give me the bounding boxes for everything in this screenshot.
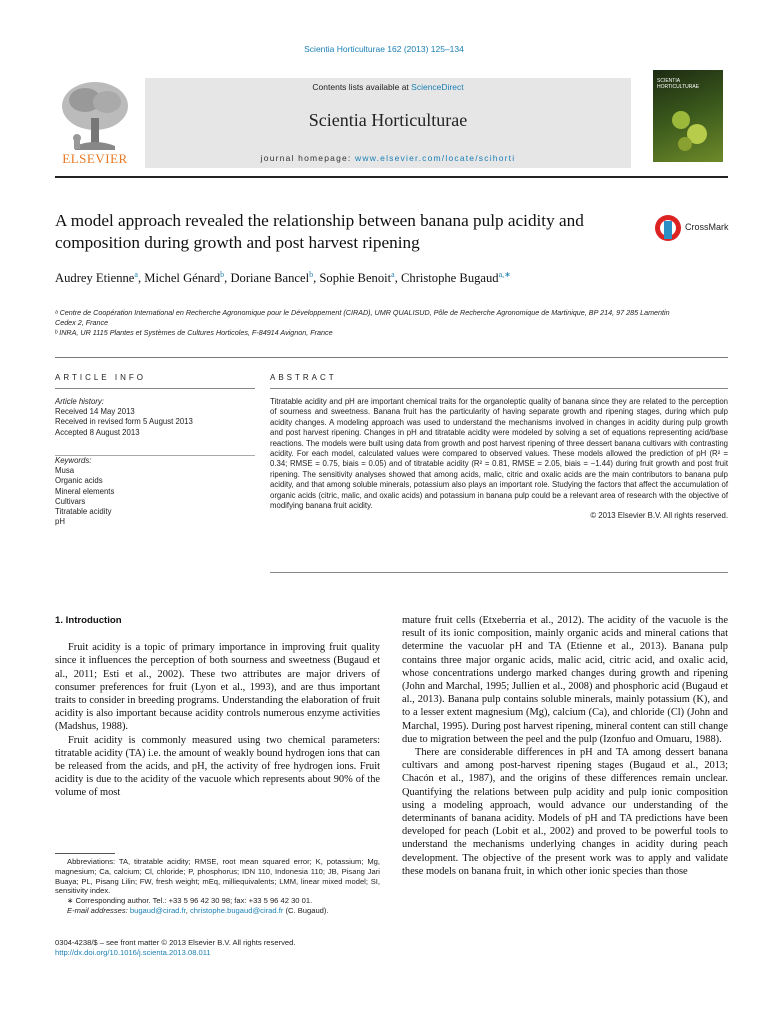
cover-title: SCIENTIA HORTICULTURAE: [657, 78, 700, 90]
keyword: Mineral elements: [55, 486, 115, 496]
affiliation-a: ᵃ Centre de Coopération International en Recherche Agronomique pour le Développement (CIRAD), UMR QUALISUD, Pôle de Recherche Agronomique de Martinique, BP 214, 97 285 Lamentin Cedex 2, France: [55, 308, 670, 327]
section-heading: 1. Introduction: [55, 615, 122, 626]
doi-link[interactable]: http://dx.doi.org/10.1016/j.scienta.2013.08.011: [55, 948, 211, 957]
article-title: A model approach revealed the relationship between banana pulp acidity and composition during growth and post harvest ripening: [55, 211, 584, 252]
journal-banner: [55, 78, 723, 168]
abstract-bottom-rule: [270, 572, 728, 573]
crossmark-label: CrossMark: [685, 222, 729, 232]
sciencedirect-link[interactable]: ScienceDirect: [411, 82, 464, 92]
body-left-column: [55, 614, 380, 800]
article-info-heading: ARTICLE INFO: [55, 373, 146, 382]
contents-line: [145, 82, 631, 92]
keyword: Cultivars: [55, 496, 86, 506]
keywords: [55, 456, 255, 527]
history-label: Article history:: [55, 397, 104, 406]
abstract-body: [270, 397, 728, 522]
paragraph: Fruit acidity is a topic of primary importance in improving fruit quality since it influences the perception of both sourness and sweetness (Bugaud et al., 2011; Esti et al., 2002). These two attributes are major drivers of consumer preferences for fruit (Lyon et al., 1993), and are thus important traits to consider in breeding programs. Understanding the elaboration of fruit acidity is also important because acidity controls numerous enzyme activities (Madshus, 1988).: [55, 642, 380, 733]
journal-cover-image: [653, 70, 723, 162]
author-name: Audrey Etienne: [55, 271, 135, 286]
keyword: Organic acids: [55, 476, 103, 486]
author-affiliation-mark[interactable]: b: [309, 270, 314, 279]
homepage-prefix: journal homepage:: [260, 153, 356, 163]
contents-prefix: Contents lists available at: [312, 82, 412, 92]
cover-fruit-icon: [663, 100, 713, 155]
elsevier-logo: [55, 78, 135, 168]
article-history: [55, 397, 255, 438]
crossmark-icon: [653, 213, 683, 243]
author-affiliation-mark[interactable]: a: [134, 270, 138, 279]
email-note: [55, 906, 380, 916]
article-info-rule: [55, 388, 255, 389]
keyword: Titratable acidity: [55, 507, 112, 517]
homepage-link[interactable]: www.elsevier.com/locate/scihorti: [355, 153, 516, 163]
author-name: Sophie Benoit: [319, 271, 392, 286]
issn-line: 0304-4238/$ – see front matter © 2013 Elsevier B.V. All rights reserved.: [55, 938, 296, 947]
author-name: Doriane Bancel: [230, 271, 310, 286]
keywords-label: Keywords:: [55, 456, 92, 465]
body-right-column: [402, 614, 728, 878]
author-affiliation-mark[interactable]: a,∗: [498, 270, 511, 279]
abstract-rule: [270, 388, 728, 389]
email-link[interactable]: bugaud@cirad.fr: [129, 905, 186, 915]
email-separator: ,: [185, 905, 190, 915]
abstract-text: Titratable acidity and pH are important chemical traits for the organoleptic quality of banana since they are related to the perception of sourness and sweetness. Banana fruit has the particularity of having separate growth and ripening stages, during which pulp acidity changes. A modeling approach was used to understand the mechanisms involved in changes in acidity during pulp growth and post harvest ripening. Changes in pH and titratable acidity were modeled by solving a set of equations representing acid/base reactions. The models were built using data from growth and post harvest ripening of three dessert banana cultivars with contrasting acidity. For each model, calculated values were compared to observed values. These models allowed the prediction of pH (R² = 0.34; RMSE = 0.75, biais = 0.05) and of titratable acidity (R² = 0.81, RMSE = 2.05, biais = −1.44) during fruit growth and post fruit ripening. The sensitivity analyses showed that among acids, malic, citric and oxalic acids are the main contributors to banana pulp acidity, and that among soluble minerals, potassium also plays an important role. Studying the factors that affect the accumulation of organic acids (citric, malic, and oxalic acids) and potassium in banana pulp could be a relevant area of research with the objective of modifying banana fruit acidity.: [270, 397, 728, 511]
paragraph: mature fruit cells (Etxeberria et al., 2012). The acidity of the vacuole is the result of its ionic composition, mainly organic acids and mineral cations that determine the vacuolar pH and TA (Etienne et al., 2013). Banana pulp contains three major organic acids, malic acid, citric acid, and oxalic acid, whose concentrations undergo marked changes during growth and ripening (John and Marchal, 1995; Jullien et al., 2008) and phosphoric acid (Bugaud et al., 2013). Banana pulp contains soluble minerals, mainly potassium (K), and to a lesser extent magnesium (Mg), calcium (Ca), and chloride (Cl) (John and Marchal, 1995). During post harvest ripening, mineral content can still change due to migration between the peel and the pulp (Izonfuo and Omuaru, 1988).: [402, 615, 728, 745]
author-affiliation-mark[interactable]: a: [391, 270, 395, 279]
crossmark-badge[interactable]: [653, 213, 733, 243]
keyword: pH: [55, 517, 65, 527]
publisher-name: ELSEVIER: [62, 151, 128, 166]
footnote-rule: [55, 853, 115, 854]
journal-header-box: [145, 78, 631, 168]
history-revised: Received in revised form 5 August 2013: [55, 417, 193, 427]
author-name: Michel Génard: [144, 271, 221, 286]
header-rule: [55, 176, 728, 178]
email-suffix: (C. Bugaud).: [283, 905, 329, 915]
history-received: Received 14 May 2013: [55, 407, 135, 417]
affiliations: [55, 308, 675, 338]
corresponding-author-note: ∗ Corresponding author. Tel.: +33 5 96 42 30 98; fax: +33 5 96 42 30 01.: [67, 896, 313, 906]
keyword: Musa: [55, 466, 75, 476]
email-label: E-mail addresses:: [67, 905, 130, 915]
paragraph: Fruit acidity is commonly measured using two chemical parameters: titratable acidity (TA) i.e. the amount of weakly bound hydrogen ions that can be released from the acids, and pH, the activity of free hydrogen ions. Fruit acidity is due to the acidity of the vacuole which represents about 90% of the volume of most: [55, 734, 380, 799]
journal-reference[interactable]: Scientia Horticulturae 162 (2013) 125–134: [304, 44, 464, 54]
abstract-heading: ABSTRACT: [270, 373, 337, 382]
affiliation-b: ᵇ INRA, UR 1115 Plantes et Systèmes de Cultures Horticoles, F-84914 Avignon, France: [55, 328, 333, 337]
section-rule: [55, 357, 728, 358]
author-affiliation-mark[interactable]: b: [220, 270, 225, 279]
history-accepted: Accepted 8 August 2013: [55, 427, 140, 437]
footnotes: [55, 857, 380, 916]
abstract-copyright: © 2013 Elsevier B.V. All rights reserved.: [590, 511, 728, 521]
bottom-metadata: [55, 938, 385, 958]
paragraph: There are considerable differences in pH and TA among dessert banana cultivars and among post-harvest ripening stages (Bugaud et al., 2013; Chacón et al., 1987), and the origins of these differences remain unclear. Quantifying the relations between pulp acidity and pulp ionic composition using a modeling approach, would advance our understanding of the determinants of banana acidity. Models of pH and TA predictions have been developed for peach (Lobit et al., 2002) and proved to be powerful tools to understand the mechanisms underlying changes in acidity during peach development. The objective of the present work was to apply and validate these models on banana fruit, in which other ionic species than those: [402, 747, 728, 877]
journal-title: Scientia Horticulturae: [308, 110, 468, 130]
email-link[interactable]: christophe.bugaud@cirad.fr: [189, 905, 284, 915]
author-name: Christophe Bugaud: [401, 271, 499, 286]
abbreviations-note: Abbreviations: TA, titratable acidity; RMSE, root mean squared error; K, potassium; Mg, magnesium; Ca, calcium; Cl, chloride; P, phosphorus; IDN 110, Indonesia 110; JB, Pisang Jari Buaya; PL, Pisang Lilin; FW, fresh weight; mEq, milliequivalents; LMM, linear mixed model; SI, sensitivity index.: [55, 857, 380, 896]
homepage-line: [145, 153, 631, 163]
author-list: Audrey Etienne$^a$, Michel Génard$^b$, Doriane Bancel$^b$, Sophie Benoit$^a$, Christophe Bugaud$^{a,∗}$: [55, 270, 511, 286]
